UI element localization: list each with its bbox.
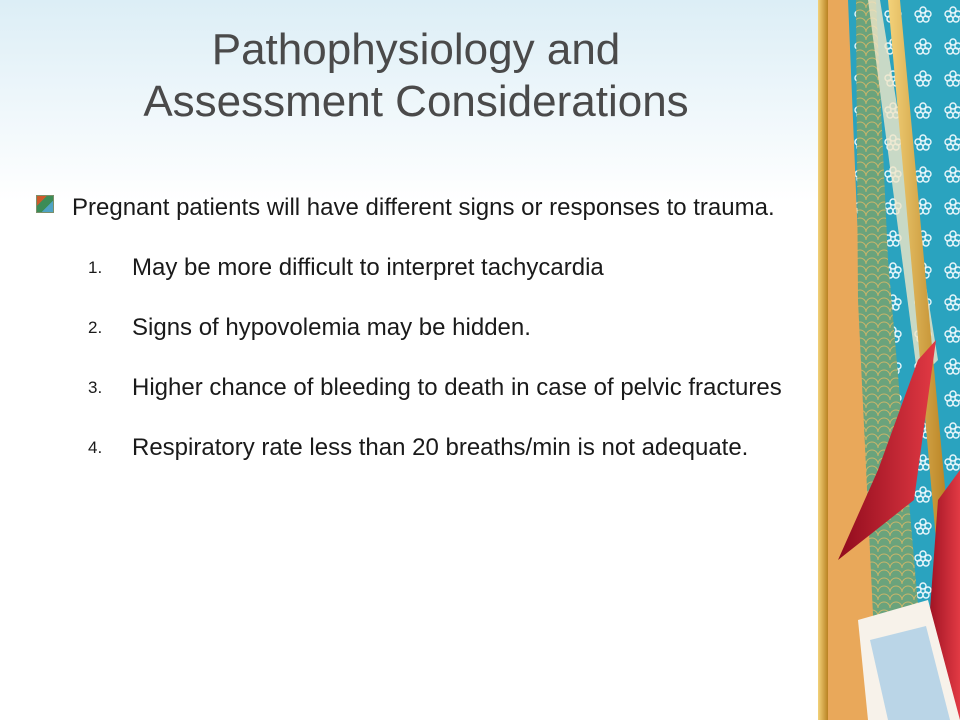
main-bullet-text: Pregnant patients will have different signs or responses to trauma. [72, 194, 775, 221]
slide-content [36, 182, 796, 474]
decorative-ribbon-art [818, 0, 960, 720]
list-item-number: 2. [88, 318, 103, 337]
list-item [36, 242, 796, 294]
list-item [36, 302, 796, 354]
list-item [36, 362, 796, 414]
main-bullet [36, 182, 796, 234]
list-item [36, 422, 796, 474]
list-item-number: 4. [88, 438, 103, 457]
title-line-1: Pathophysiology and [211, 25, 621, 74]
list-item-text: Respiratory rate less than 20 breaths/min is not adequate. [132, 434, 749, 461]
list-item-number: 3. [88, 378, 103, 397]
numbered-list [36, 242, 796, 474]
bullet-icon [36, 195, 54, 213]
title-line-2: Assessment Considerations [143, 77, 689, 126]
list-item-text: Higher chance of bleeding to death in case of pelvic fractures [132, 374, 782, 401]
list-item-text: May be more difficult to interpret tachycardia [132, 254, 604, 281]
list-item-number: 1. [88, 258, 103, 277]
list-item-text: Signs of hypovolemia may be hidden. [132, 314, 531, 341]
slide-title [40, 24, 792, 128]
